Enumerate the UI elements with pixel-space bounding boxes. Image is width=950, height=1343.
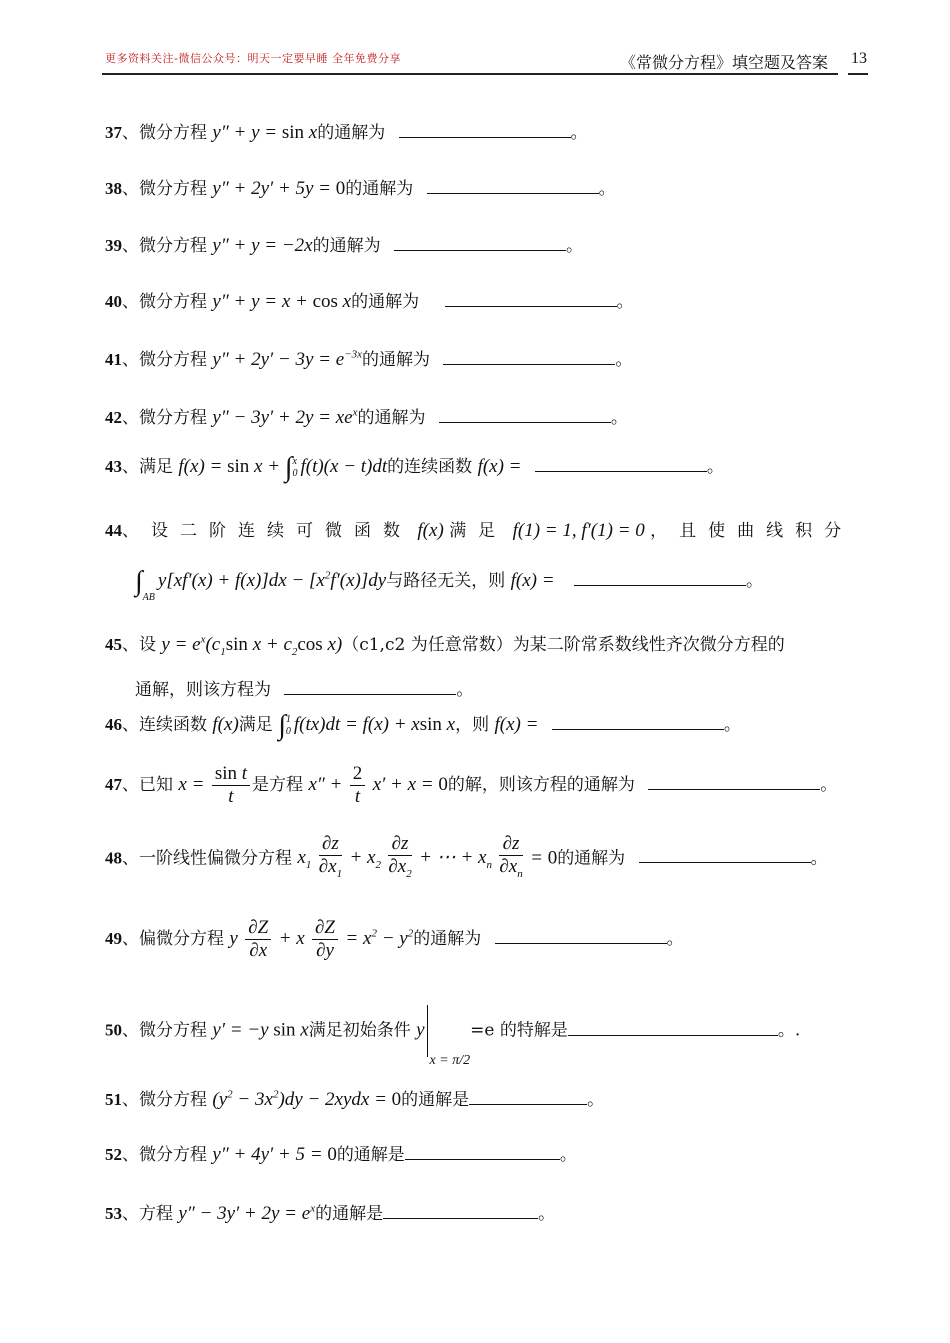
answer-blank[interactable]	[439, 421, 611, 423]
question-suffix: ，则	[455, 715, 490, 735]
equation: $y'' - 3y' + 2y = xe^x$	[212, 406, 358, 428]
header-rule	[102, 73, 838, 75]
question-number: 42	[105, 408, 122, 427]
answer-blank[interactable]	[639, 861, 811, 863]
question-number: 46	[105, 715, 122, 734]
answer-blank[interactable]	[405, 1158, 560, 1160]
period: 。	[570, 123, 588, 143]
question-42	[105, 403, 628, 429]
question-number: 51	[105, 1090, 122, 1109]
question-number: 49	[105, 929, 122, 948]
question-number: 48	[105, 848, 122, 868]
evaluation-point: x = π/2	[429, 1052, 471, 1068]
answer-blank[interactable]	[383, 1217, 538, 1219]
answer-blank[interactable]	[284, 693, 456, 695]
question-suffix: 的通解为	[557, 848, 626, 869]
question-47	[105, 763, 837, 808]
equation: y″ + y = −2x	[212, 235, 313, 256]
given-solution: x =	[178, 774, 205, 795]
question-middle: 满足	[238, 715, 273, 735]
question-suffix: 的通解为	[345, 179, 414, 199]
answer-blank[interactable]	[394, 249, 566, 251]
question-38	[105, 174, 616, 200]
answer-blank[interactable]	[495, 942, 667, 944]
question-suffix: 与路径无关，则	[386, 571, 506, 591]
fraction: $\frac{\text{sin t}}{t}$	[212, 763, 250, 808]
question-number: 37	[105, 123, 122, 142]
equation: + $x_2$	[349, 847, 381, 872]
function-f-x: f(x) =	[494, 714, 539, 735]
equation: $x_1$	[297, 847, 312, 872]
period: 。	[706, 457, 724, 477]
answer-blank[interactable]	[469, 1103, 587, 1105]
equation: = 0	[530, 847, 558, 869]
question-prefix: 、方程	[122, 1204, 173, 1224]
question-suffix: 的通解是	[336, 1145, 405, 1165]
period: 。	[456, 680, 474, 700]
question-prefix: 、微分方程	[122, 350, 207, 370]
fraction: $\frac{\partial z}{\partial x_n}$	[499, 833, 523, 880]
question-53	[105, 1199, 555, 1225]
question-suffix: 的通解为	[351, 292, 420, 312]
answer-blank[interactable]	[648, 788, 820, 790]
question-50	[105, 1005, 800, 1069]
question-suffix: 的通解为	[312, 236, 381, 256]
function-f-x: f(x)	[417, 520, 444, 541]
question-middle: 是方程	[252, 775, 304, 795]
question-prefix: 、设	[122, 635, 156, 655]
period: 。	[615, 350, 633, 370]
question-prefix: 、微分方程	[122, 292, 207, 312]
period: 。	[745, 571, 763, 591]
equation: + ⋯ + $x_n$	[419, 847, 492, 872]
question-middle: 满足初始条件	[308, 1020, 411, 1041]
fraction: $\frac{\partial Z}{\partial y}$	[312, 917, 338, 962]
question-43	[105, 452, 724, 484]
page-number: 13	[851, 50, 867, 67]
equation: $y'' - 3y' + 2y = e^x$	[178, 1202, 316, 1224]
period: 。	[610, 408, 628, 428]
question-prefix: 、微分方程	[122, 1020, 207, 1041]
condition: f(1) = 1, f′(1) = 0	[512, 520, 645, 541]
equation: y″ + y = x + cos x	[212, 291, 352, 312]
fraction: $\frac{\partial z}{\partial x_1}$	[318, 833, 343, 880]
question-45	[105, 630, 785, 658]
question-suffix: 的通解是	[315, 1204, 384, 1224]
answer-blank[interactable]	[427, 192, 599, 194]
answer-blank[interactable]	[399, 136, 571, 138]
question-suffix: 的通解为	[362, 350, 430, 370]
question-number: 53	[105, 1204, 122, 1223]
question-number: 50	[105, 1020, 122, 1040]
answer-blank[interactable]	[568, 1034, 778, 1036]
question-number: 39	[105, 236, 122, 255]
line-integral: $\int ABy[xf'(x) + f(x)]dx - [x^2f'(x)]dy$	[135, 566, 387, 603]
question-46	[105, 710, 741, 742]
equation: y″ + 4y′ + 5 = 0	[212, 1144, 337, 1165]
question-prefix: 、微分方程	[122, 1145, 207, 1165]
question-suffix: =e 的特解是	[470, 1020, 568, 1041]
question-45-line-2	[135, 675, 473, 700]
page-number-rule	[848, 73, 868, 75]
equation: $y = e^x(c_1\sin$ $x + c_2\cos$ x)	[161, 633, 343, 658]
question-number: 47	[105, 775, 122, 794]
answer-blank[interactable]	[574, 584, 746, 586]
equation: y″ + y = sin x	[212, 122, 318, 143]
question-44	[105, 516, 853, 542]
period: 。	[616, 292, 634, 312]
question-prefix: 、微分方程	[122, 1090, 207, 1110]
question-suffix: 通解，则该方程为	[135, 680, 271, 700]
period: 。	[723, 715, 741, 735]
equation: $(y^2 - 3x^2)dy$ − 2xydx = 0	[212, 1088, 402, 1110]
question-number: 40	[105, 292, 122, 311]
equation: ∫1 0 f(tx)dt = f(x) + xsin x	[278, 710, 456, 741]
question-prefix: 、微分方程	[122, 236, 207, 256]
page-header	[0, 0, 950, 80]
question-suffix: 的解，则该方程的通解为	[447, 775, 635, 795]
answer-blank[interactable]	[443, 363, 615, 365]
question-note: （c1,c2 为任意常数）为某二阶常系数线性齐次微分方程的	[342, 635, 785, 655]
question-suffix: 的通解是	[401, 1090, 470, 1110]
question-prefix: 、已知	[122, 775, 173, 795]
question-number: 41	[105, 350, 122, 369]
equation: $y'' + 2y' - 3y = e^{-3x}$	[212, 348, 362, 370]
question-48	[105, 833, 828, 885]
period: 。	[820, 775, 838, 795]
promo-text: 更多资料关注-微信公众号：明天一定要早睡 全年免费分享	[105, 52, 401, 65]
equation: y′ = −y sin x	[212, 1019, 309, 1041]
equation: y″ + 2y′ + 5y = 0	[212, 178, 346, 199]
question-prefix: 、一阶线性偏微分方程	[122, 848, 292, 869]
function-f-x: f(x) =	[477, 456, 522, 477]
question-suffix: 的通解为	[413, 929, 482, 949]
question-39	[105, 231, 583, 257]
fraction: $\frac{\partial Z}{\partial x}$	[245, 917, 271, 962]
period: 。	[587, 1090, 605, 1110]
question-suffix: 的通解为	[357, 408, 426, 428]
question-number: 38	[105, 179, 122, 198]
question-suffix: 的连续函数	[387, 457, 473, 477]
period: 。	[598, 179, 616, 199]
question-prefix: 、微分方程	[122, 123, 207, 143]
initial-condition: y	[416, 1019, 425, 1041]
evaluation-bar	[427, 1005, 428, 1057]
answer-blank[interactable]	[535, 470, 707, 472]
question-52	[105, 1140, 577, 1166]
question-prefix: 、设二阶连续可微函数	[122, 521, 412, 541]
equation: = $x^2 - y^2$	[345, 927, 414, 949]
document-title: 《常微分方程》填空题及答案	[620, 53, 829, 72]
fraction: $\frac{2}{t}$	[350, 763, 366, 808]
question-middle: 满足	[449, 521, 508, 541]
question-prefix: 、微分方程	[122, 408, 207, 428]
question-51	[105, 1085, 604, 1111]
question-37	[105, 118, 588, 144]
question-41	[105, 345, 632, 371]
function-f-x: f(x)	[212, 714, 239, 735]
period: 。.	[777, 1020, 801, 1041]
question-44-line-2	[135, 566, 763, 604]
period: 。	[666, 929, 684, 949]
fraction: $\frac{\partial z}{\partial x_2}$	[388, 833, 412, 880]
answer-blank[interactable]	[552, 728, 724, 730]
period: 。	[538, 1204, 556, 1224]
question-40	[105, 287, 634, 313]
period: 。	[810, 848, 828, 869]
question-number: 43	[105, 457, 122, 476]
question-prefix: 、偏微分方程	[122, 929, 224, 949]
equation: + x	[278, 928, 305, 949]
question-prefix: 、满足	[122, 457, 173, 477]
equation: f(x) = sin x + ∫x 0 f(t)(x − t)dt	[178, 452, 388, 483]
question-number: 52	[105, 1145, 122, 1164]
function-f-x: f(x) =	[510, 570, 555, 591]
period: 。	[559, 1145, 577, 1165]
period: 。	[566, 236, 583, 256]
answer-blank[interactable]	[445, 305, 617, 307]
question-number: 45	[105, 635, 122, 654]
question-number: 44	[105, 521, 122, 540]
question-49	[105, 917, 684, 962]
question-suffix: 的通解为	[317, 123, 386, 143]
equation: x″ +	[308, 774, 343, 795]
question-prefix: 、微分方程	[122, 179, 207, 199]
question-suffix: ，且使曲线积分	[650, 521, 854, 541]
question-prefix: 、连续函数	[122, 715, 207, 735]
equation: y	[229, 928, 238, 949]
equation-tail: x′ + x = 0	[372, 774, 448, 795]
